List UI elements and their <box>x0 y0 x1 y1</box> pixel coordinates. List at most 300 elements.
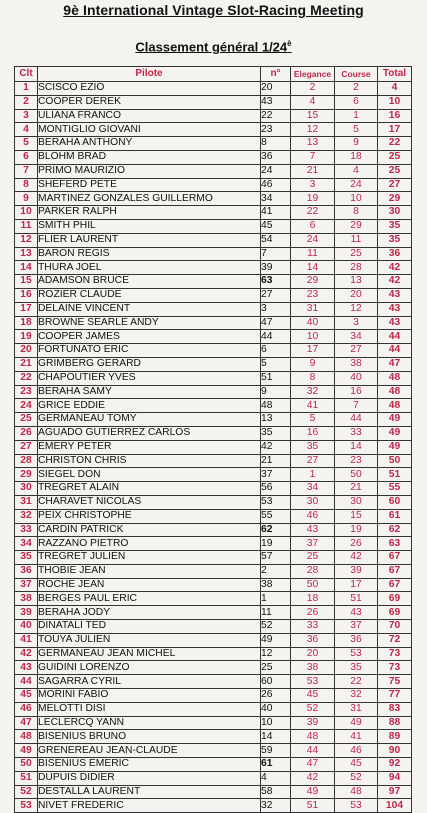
cell-num: 61 <box>261 758 291 772</box>
cell-total: 25 <box>378 150 412 164</box>
cell-course: 21 <box>335 482 378 496</box>
cell-clt: 23 <box>15 385 38 399</box>
cell-num: 11 <box>261 606 291 620</box>
cell-pilote: BISENIUS BRUNO <box>38 730 261 744</box>
cell-elegance: 11 <box>291 247 335 261</box>
header-total: Total <box>378 67 412 82</box>
cell-num: 53 <box>261 495 291 509</box>
cell-total: 16 <box>378 109 412 123</box>
cell-clt: 11 <box>15 219 38 233</box>
cell-clt: 33 <box>15 523 38 537</box>
cell-num: 58 <box>261 785 291 799</box>
cell-elegance: 37 <box>291 537 335 551</box>
table-row <box>15 758 412 772</box>
cell-elegance: 12 <box>291 123 335 137</box>
cell-pilote: GRENEREAU JEAN-CLAUDE <box>38 744 261 758</box>
table-row <box>15 261 412 275</box>
cell-clt: 39 <box>15 606 38 620</box>
table-row <box>15 371 412 385</box>
table-row <box>15 178 412 192</box>
cell-course: 45 <box>335 758 378 772</box>
cell-elegance: 32 <box>291 385 335 399</box>
cell-num: 62 <box>261 523 291 537</box>
cell-course: 29 <box>335 219 378 233</box>
cell-pilote: DUPUIS DIDIER <box>38 771 261 785</box>
cell-pilote: GERMANEAU TOMY <box>38 413 261 427</box>
cell-num: 44 <box>261 330 291 344</box>
cell-course: 32 <box>335 689 378 703</box>
cell-total: 10 <box>378 95 412 109</box>
cell-elegance: 21 <box>291 164 335 178</box>
cell-num: 1 <box>261 592 291 606</box>
cell-pilote: AGUADO GUTIERREZ CARLOS <box>38 426 261 440</box>
cell-elegance: 45 <box>291 689 335 703</box>
cell-clt: 53 <box>15 799 38 813</box>
cell-clt: 13 <box>15 247 38 261</box>
table-row <box>15 495 412 509</box>
table-row <box>15 799 412 813</box>
cell-num: 43 <box>261 95 291 109</box>
cell-pilote: EMERY PETER <box>38 440 261 454</box>
cell-pilote: PARKER RALPH <box>38 206 261 220</box>
cell-elegance: 9 <box>291 357 335 371</box>
cell-num: 39 <box>261 261 291 275</box>
cell-pilote: DELAINE VINCENT <box>38 302 261 316</box>
cell-num: 59 <box>261 744 291 758</box>
table-row <box>15 95 412 109</box>
cell-pilote: GERMANEAU JEAN MICHEL <box>38 647 261 661</box>
cell-course: 25 <box>335 247 378 261</box>
cell-clt: 45 <box>15 689 38 703</box>
cell-elegance: 49 <box>291 785 335 799</box>
cell-course: 28 <box>335 261 378 275</box>
subtitle-text: Classement général 1/24 <box>135 39 288 55</box>
table-row <box>15 275 412 289</box>
cell-elegance: 46 <box>291 509 335 523</box>
cell-elegance: 34 <box>291 482 335 496</box>
table-row <box>15 537 412 551</box>
cell-clt: 35 <box>15 551 38 565</box>
cell-num: 45 <box>261 219 291 233</box>
table-row <box>15 302 412 316</box>
cell-num: 38 <box>261 578 291 592</box>
cell-elegance: 1 <box>291 468 335 482</box>
cell-pilote: THOBIE JEAN <box>38 564 261 578</box>
cell-num: 40 <box>261 702 291 716</box>
cell-elegance: 50 <box>291 578 335 592</box>
table-row <box>15 206 412 220</box>
cell-elegance: 31 <box>291 302 335 316</box>
cell-pilote: ADAMSON BRUCE <box>38 275 261 289</box>
cell-clt: 29 <box>15 468 38 482</box>
cell-num: 47 <box>261 316 291 330</box>
cell-pilote: FORTUNATO ERIC <box>38 344 261 358</box>
cell-clt: 4 <box>15 123 38 137</box>
table-row <box>15 219 412 233</box>
cell-total: 43 <box>378 316 412 330</box>
cell-elegance: 10 <box>291 330 335 344</box>
cell-total: 75 <box>378 675 412 689</box>
cell-total: 72 <box>378 633 412 647</box>
cell-course: 9 <box>335 137 378 151</box>
table-row <box>15 150 412 164</box>
cell-total: 69 <box>378 592 412 606</box>
cell-num: 51 <box>261 371 291 385</box>
cell-pilote: ULIANA FRANCO <box>38 109 261 123</box>
cell-num: 4 <box>261 771 291 785</box>
cell-elegance: 38 <box>291 661 335 675</box>
cell-pilote: BERAHA JODY <box>38 606 261 620</box>
cell-clt: 32 <box>15 509 38 523</box>
table-row <box>15 109 412 123</box>
cell-course: 2 <box>335 82 378 96</box>
cell-elegance: 19 <box>291 192 335 206</box>
cell-total: 49 <box>378 413 412 427</box>
header-clt: Clt <box>15 67 38 82</box>
cell-elegance: 7 <box>291 150 335 164</box>
cell-pilote: COOPER JAMES <box>38 330 261 344</box>
table-row <box>15 82 412 96</box>
cell-course: 53 <box>335 647 378 661</box>
cell-total: 67 <box>378 551 412 565</box>
cell-total: 43 <box>378 288 412 302</box>
cell-pilote: DINATALI TED <box>38 620 261 634</box>
cell-num: 26 <box>261 689 291 703</box>
cell-pilote: SCISCO EZIO <box>38 82 261 96</box>
cell-num: 46 <box>261 178 291 192</box>
cell-num: 42 <box>261 440 291 454</box>
cell-elegance: 22 <box>291 206 335 220</box>
table-row <box>15 551 412 565</box>
cell-elegance: 40 <box>291 316 335 330</box>
table-row <box>15 233 412 247</box>
cell-pilote: GUIDINI LORENZO <box>38 661 261 675</box>
cell-course: 11 <box>335 233 378 247</box>
table-row <box>15 385 412 399</box>
cell-course: 22 <box>335 675 378 689</box>
ranking-table <box>14 66 412 813</box>
table-row <box>15 633 412 647</box>
cell-clt: 50 <box>15 758 38 772</box>
cell-course: 35 <box>335 661 378 675</box>
cell-course: 34 <box>335 330 378 344</box>
cell-total: 43 <box>378 302 412 316</box>
header-num: n° <box>261 67 291 82</box>
cell-total: 29 <box>378 192 412 206</box>
cell-clt: 5 <box>15 137 38 151</box>
cell-clt: 41 <box>15 633 38 647</box>
cell-clt: 2 <box>15 95 38 109</box>
table-row <box>15 564 412 578</box>
cell-total: 35 <box>378 233 412 247</box>
cell-course: 23 <box>335 454 378 468</box>
table-row <box>15 689 412 703</box>
table-row <box>15 288 412 302</box>
cell-clt: 37 <box>15 578 38 592</box>
cell-course: 30 <box>335 495 378 509</box>
cell-total: 27 <box>378 178 412 192</box>
cell-clt: 17 <box>15 302 38 316</box>
table-row <box>15 357 412 371</box>
cell-num: 2 <box>261 564 291 578</box>
table-header <box>15 67 412 82</box>
cell-num: 14 <box>261 730 291 744</box>
cell-pilote: CARDIN PATRICK <box>38 523 261 537</box>
cell-course: 3 <box>335 316 378 330</box>
page-title: 9è International Vintage Slot-Racing Meeting <box>63 2 364 18</box>
cell-total: 89 <box>378 730 412 744</box>
table-row <box>15 675 412 689</box>
cell-elegance: 4 <box>291 95 335 109</box>
table-row <box>15 482 412 496</box>
cell-num: 3 <box>261 302 291 316</box>
cell-clt: 22 <box>15 371 38 385</box>
cell-elegance: 16 <box>291 426 335 440</box>
cell-pilote: SAGARRA CYRIL <box>38 675 261 689</box>
cell-course: 41 <box>335 730 378 744</box>
table-row <box>15 771 412 785</box>
cell-total: 90 <box>378 744 412 758</box>
cell-total: 4 <box>378 82 412 96</box>
cell-clt: 6 <box>15 150 38 164</box>
cell-clt: 8 <box>15 178 38 192</box>
cell-pilote: LECLERCQ YANN <box>38 716 261 730</box>
cell-clt: 31 <box>15 495 38 509</box>
table-row <box>15 192 412 206</box>
cell-pilote: DESTALLA LAURENT <box>38 785 261 799</box>
page-subtitle <box>0 39 427 54</box>
table-row <box>15 606 412 620</box>
table-row <box>15 426 412 440</box>
cell-num: 19 <box>261 537 291 551</box>
cell-total: 55 <box>378 482 412 496</box>
table-row <box>15 785 412 799</box>
cell-elegance: 28 <box>291 564 335 578</box>
table-row <box>15 661 412 675</box>
cell-pilote: GRICE EDDIE <box>38 399 261 413</box>
table-row <box>15 247 412 261</box>
cell-clt: 36 <box>15 564 38 578</box>
cell-pilote: BERAHA SAMY <box>38 385 261 399</box>
cell-total: 50 <box>378 454 412 468</box>
table-row <box>15 330 412 344</box>
table-row <box>15 730 412 744</box>
cell-course: 37 <box>335 620 378 634</box>
cell-total: 49 <box>378 426 412 440</box>
cell-pilote: MARTINEZ GONZALES GUILLERMO <box>38 192 261 206</box>
cell-elegance: 20 <box>291 647 335 661</box>
cell-total: 104 <box>378 799 412 813</box>
table-row <box>15 344 412 358</box>
cell-elegance: 43 <box>291 523 335 537</box>
cell-clt: 38 <box>15 592 38 606</box>
cell-course: 10 <box>335 192 378 206</box>
cell-pilote: BERGES PAUL ERIC <box>38 592 261 606</box>
cell-elegance: 26 <box>291 606 335 620</box>
cell-num: 41 <box>261 206 291 220</box>
cell-total: 94 <box>378 771 412 785</box>
cell-clt: 12 <box>15 233 38 247</box>
cell-clt: 47 <box>15 716 38 730</box>
table-row <box>15 523 412 537</box>
cell-total: 88 <box>378 716 412 730</box>
cell-total: 36 <box>378 247 412 261</box>
cell-pilote: BISENIUS EMERIC <box>38 758 261 772</box>
table-row <box>15 137 412 151</box>
cell-total: 42 <box>378 275 412 289</box>
cell-total: 42 <box>378 261 412 275</box>
cell-pilote: TREGRET ALAIN <box>38 482 261 496</box>
cell-total: 62 <box>378 523 412 537</box>
cell-course: 16 <box>335 385 378 399</box>
cell-elegance: 3 <box>291 178 335 192</box>
cell-pilote: MELOTTI DISI <box>38 702 261 716</box>
cell-pilote: CHARAVET NICOLAS <box>38 495 261 509</box>
cell-num: 32 <box>261 799 291 813</box>
cell-course: 46 <box>335 744 378 758</box>
cell-clt: 21 <box>15 357 38 371</box>
cell-course: 24 <box>335 178 378 192</box>
cell-clt: 20 <box>15 344 38 358</box>
cell-total: 48 <box>378 371 412 385</box>
table-row <box>15 744 412 758</box>
cell-pilote: CHRISTON CHRIS <box>38 454 261 468</box>
cell-total: 73 <box>378 647 412 661</box>
cell-course: 50 <box>335 468 378 482</box>
cell-clt: 9 <box>15 192 38 206</box>
cell-course: 18 <box>335 150 378 164</box>
cell-clt: 24 <box>15 399 38 413</box>
cell-pilote: FLIER LAURENT <box>38 233 261 247</box>
cell-clt: 3 <box>15 109 38 123</box>
cell-num: 48 <box>261 399 291 413</box>
cell-course: 1 <box>335 109 378 123</box>
table-row <box>15 647 412 661</box>
cell-clt: 48 <box>15 730 38 744</box>
cell-clt: 44 <box>15 675 38 689</box>
cell-course: 43 <box>335 606 378 620</box>
cell-clt: 42 <box>15 647 38 661</box>
cell-num: 5 <box>261 357 291 371</box>
cell-total: 25 <box>378 164 412 178</box>
cell-num: 25 <box>261 661 291 675</box>
cell-num: 34 <box>261 192 291 206</box>
cell-num: 60 <box>261 675 291 689</box>
cell-total: 51 <box>378 468 412 482</box>
cell-num: 35 <box>261 426 291 440</box>
cell-total: 63 <box>378 537 412 551</box>
cell-total: 22 <box>378 137 412 151</box>
cell-course: 12 <box>335 302 378 316</box>
cell-clt: 27 <box>15 440 38 454</box>
table-row <box>15 592 412 606</box>
cell-clt: 16 <box>15 288 38 302</box>
cell-pilote: TOUYA JULIEN <box>38 633 261 647</box>
cell-elegance: 6 <box>291 219 335 233</box>
cell-pilote: PEIX CHRISTOPHE <box>38 509 261 523</box>
cell-num: 22 <box>261 109 291 123</box>
cell-course: 15 <box>335 509 378 523</box>
cell-course: 7 <box>335 399 378 413</box>
table-row <box>15 578 412 592</box>
cell-total: 44 <box>378 344 412 358</box>
cell-clt: 49 <box>15 744 38 758</box>
cell-total: 69 <box>378 606 412 620</box>
cell-pilote: THURA JOEL <box>38 261 261 275</box>
cell-num: 49 <box>261 633 291 647</box>
cell-elegance: 33 <box>291 620 335 634</box>
table-row <box>15 399 412 413</box>
cell-pilote: SHEFERD PETE <box>38 178 261 192</box>
cell-num: 13 <box>261 413 291 427</box>
cell-total: 73 <box>378 661 412 675</box>
cell-total: 67 <box>378 578 412 592</box>
cell-num: 20 <box>261 82 291 96</box>
cell-clt: 10 <box>15 206 38 220</box>
cell-elegance: 17 <box>291 344 335 358</box>
cell-elegance: 24 <box>291 233 335 247</box>
cell-total: 30 <box>378 206 412 220</box>
cell-pilote: SIEGEL DON <box>38 468 261 482</box>
cell-pilote: GRIMBERG GERARD <box>38 357 261 371</box>
cell-total: 60 <box>378 495 412 509</box>
cell-total: 70 <box>378 620 412 634</box>
cell-course: 13 <box>335 275 378 289</box>
cell-clt: 40 <box>15 620 38 634</box>
table-row <box>15 716 412 730</box>
cell-total: 83 <box>378 702 412 716</box>
cell-clt: 28 <box>15 454 38 468</box>
cell-clt: 34 <box>15 537 38 551</box>
cell-pilote: NIVET FREDERIC <box>38 799 261 813</box>
cell-elegance: 15 <box>291 109 335 123</box>
cell-num: 6 <box>261 344 291 358</box>
cell-total: 61 <box>378 509 412 523</box>
cell-clt: 7 <box>15 164 38 178</box>
cell-num: 8 <box>261 137 291 151</box>
cell-total: 67 <box>378 564 412 578</box>
cell-course: 33 <box>335 426 378 440</box>
cell-elegance: 35 <box>291 440 335 454</box>
cell-course: 53 <box>335 799 378 813</box>
cell-elegance: 51 <box>291 799 335 813</box>
cell-num: 24 <box>261 164 291 178</box>
cell-course: 52 <box>335 771 378 785</box>
cell-num: 10 <box>261 716 291 730</box>
cell-total: 17 <box>378 123 412 137</box>
table-row <box>15 509 412 523</box>
cell-clt: 25 <box>15 413 38 427</box>
cell-pilote: ROZIER CLAUDE <box>38 288 261 302</box>
table-body <box>15 82 412 813</box>
cell-pilote: BERAHA ANTHONY <box>38 137 261 151</box>
cell-elegance: 39 <box>291 716 335 730</box>
cell-elegance: 29 <box>291 275 335 289</box>
cell-total: 92 <box>378 758 412 772</box>
cell-course: 36 <box>335 633 378 647</box>
table-row <box>15 413 412 427</box>
cell-course: 6 <box>335 95 378 109</box>
cell-elegance: 14 <box>291 261 335 275</box>
cell-course: 38 <box>335 357 378 371</box>
cell-course: 42 <box>335 551 378 565</box>
cell-num: 54 <box>261 233 291 247</box>
table-row <box>15 468 412 482</box>
cell-total: 48 <box>378 399 412 413</box>
cell-elegance: 5 <box>291 413 335 427</box>
cell-clt: 52 <box>15 785 38 799</box>
cell-num: 63 <box>261 275 291 289</box>
